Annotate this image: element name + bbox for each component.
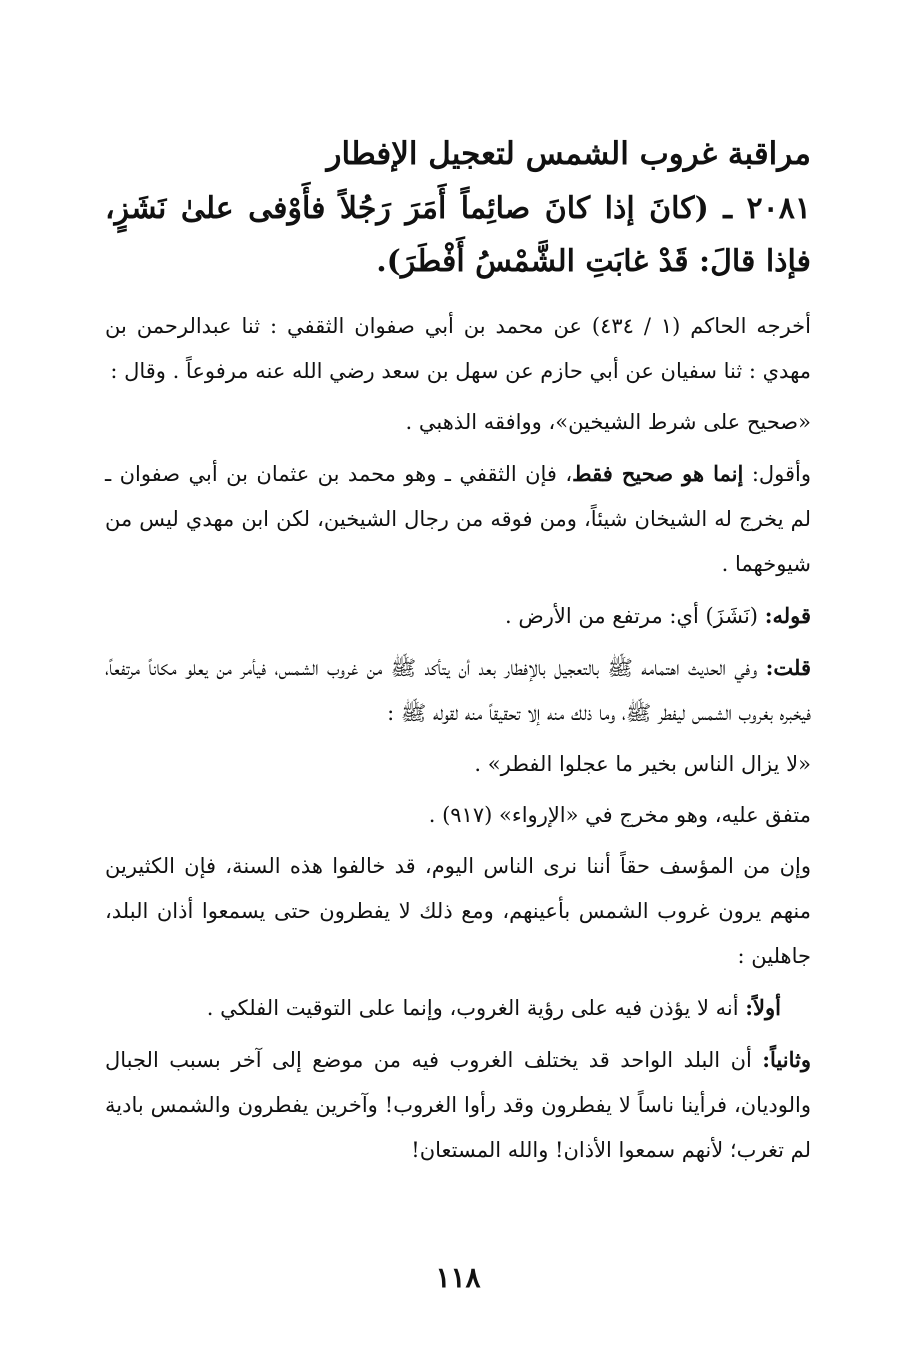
second-reason-lead: وثانياً: bbox=[762, 1047, 811, 1072]
regret-paragraph: وإن من المؤسف حقاً أننا نرى الناس اليوم، قد خالفوا هذه السنة، فإن الكثيرين منهم يرون غروب الشمس بأعينهم، ومع ذلك لا يفطرون حتى يسمعوا أذان البلد، جاهلين : bbox=[105, 854, 811, 968]
first-reason-lead: أولاً: bbox=[745, 995, 781, 1020]
qultu-lead: قلت: bbox=[765, 655, 811, 680]
second-reason-rest: أن البلد الواحد قد يختلف الغروب فيه من موضع إلى آخر بسبب الجبال والوديان، فرأينا ناساً لا يفطرون وقد رأوا الغروب! وآخرين يفطرون والشمس بادية لم تغرب؛ لأنهم سمعوا الأذان! والله المستعان! bbox=[105, 1048, 811, 1162]
chapter-title: مراقبة غروب الشمس لتعجيل الإفطار bbox=[326, 136, 811, 172]
hadith-number: ٢٠٨١ bbox=[746, 191, 811, 226]
page-number: ١١٨ bbox=[435, 1261, 481, 1294]
takhrij-paragraph: أخرجه الحاكم (١ / ٤٣٤) عن محمد بن أبي صفوان الثقفي : ثنا عبدالرحمن بن مهدي : ثنا سفيان عن أبي حازم عن سهل بن سعد رضي الله عنه مرفوعاً . وقال : bbox=[105, 314, 811, 383]
qawluhu-paragraph bbox=[105, 593, 811, 639]
hakim-verdict: «صحيح على شرط الشيخين»، ووافقه الذهبي . bbox=[405, 410, 811, 434]
aqulu-rest: ، فإن الثقفي ـ وهو محمد بن عثمان بن أبي صفوان ـ لم يخرج له الشيخان شيئاً، ومن فوقه من رجال الشيخين، لكن ابن مهدي ليس من شيوخهما . bbox=[105, 462, 811, 576]
first-reason-rest: أنه لا يؤذن فيه على رؤية الغروب، وإنما على التوقيت الفلكي . bbox=[206, 996, 739, 1020]
qultu-paragraph bbox=[105, 645, 811, 736]
text-column bbox=[105, 128, 811, 1179]
hadith-body: ـ (كانَ إذا كانَ صائِماً أَمَرَ رَجُلاً فأَوْفى علىٰ نَشَزٍ، فإذا قالَ: قَدْ غابَتِ الشَّمْسُ أَفْطَرَ). bbox=[105, 191, 811, 279]
qultu-rest: وفي الحديث اهتمامه ﷺ بالتعجيل بالإفطار بعد أن يتأكد ﷺ من غروب الشمس، فيأمر من يعلو مكاناً مرتفعاً، فيخبره بغروب الشمس ليفطر ﷺ، وما ذلك منه إلا تحقيقاً منه لقوله ﷺ : bbox=[105, 656, 811, 725]
aqulu-lead: وأقول: bbox=[751, 462, 812, 486]
muttafaq-line: متفق عليه، وهو مخرج في «الإرواء» (٩١٧) . bbox=[428, 803, 811, 827]
aqulu-verdict: إنما هو صحيح فقط bbox=[572, 461, 744, 486]
aqulu-paragraph bbox=[105, 451, 811, 587]
qawluhu-rest: (نَشَزَ) أي: مرتفع من الأرض . bbox=[505, 604, 759, 628]
second-reason-paragraph bbox=[105, 1037, 811, 1173]
qawluhu-lead: قوله: bbox=[764, 603, 811, 628]
hadith-quote: «لا يزال الناس بخير ما عجلوا الفطر» . bbox=[474, 752, 811, 776]
first-reason-paragraph bbox=[105, 985, 811, 1031]
hadith-text bbox=[105, 182, 811, 288]
